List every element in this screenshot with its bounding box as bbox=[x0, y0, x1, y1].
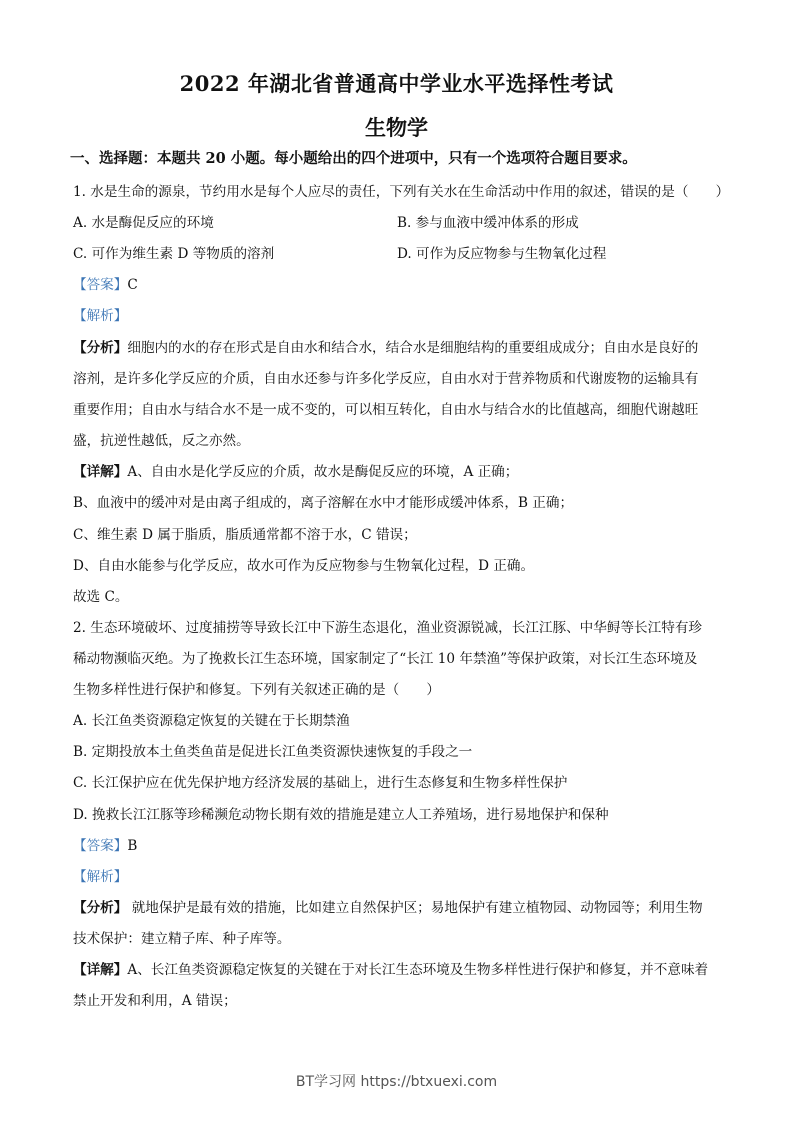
question-1-answer bbox=[73, 276, 138, 294]
answer-value: B bbox=[127, 838, 138, 854]
fenxi-label: 【分析】 bbox=[73, 900, 128, 916]
answer-label: 【答案】 bbox=[73, 838, 128, 854]
xiangjie-label: 【详解】 bbox=[73, 962, 128, 978]
question-1-option-b: B. 参与血液中缓冲体系的形成 bbox=[397, 215, 579, 231]
question-1-xiangjie-line-2: B、血液中的缓冲对是由离子组成的，离子溶解在水中才能形成缓冲体系，B 正确； bbox=[73, 495, 574, 511]
question-1-xiangjie-line-4: D、自由水能参与化学反应，故水可作为反应物参与生物氧化过程，D 正确。 bbox=[73, 558, 535, 574]
question-2-stem-line-1: 2. 生态环境破坏、过度捕捞等导致长江中下游生态退化，渔业资源锐减，长江江豚、中华鲟等长江特有珍 bbox=[73, 620, 703, 636]
exam-title: 2022 年湖北省普通高中学业水平选择性考试 bbox=[179, 71, 614, 96]
question-2-analysis-label bbox=[73, 868, 127, 886]
answer-label: 【答案】 bbox=[73, 277, 128, 293]
answer-value: C bbox=[127, 277, 138, 293]
xiangjie-text: A、长江鱼类资源稳定恢复的关键在于对长江生态环境及生物多样性进行保护和修复，并不意味着 bbox=[127, 962, 709, 978]
question-2-fenxi-line-2: 技术保护：建立精子库、种子库等。 bbox=[73, 931, 291, 947]
exam-subject: 生物学 bbox=[365, 115, 428, 140]
xiangjie-label: 【详解】 bbox=[73, 464, 128, 480]
fenxi-text: 细胞内的水的存在形式是自由水和结合水，结合水是细胞结构的重要组成成分；自由水是良好的 bbox=[127, 340, 699, 356]
fenxi-label: 【分析】 bbox=[73, 340, 128, 356]
question-1-stem: 1. 水是生命的源泉，节约用水是每个人应尽的责任，下列有关水在生命活动中作用的叙述，错误的是（ ） bbox=[73, 184, 730, 200]
question-1-fenxi-line-4: 盛，抗逆性越低，反之亦然。 bbox=[73, 433, 250, 449]
question-2-option-d: D. 挽救长江江豚等珍稀濒危动物长期有效的措施是建立人工养殖场，进行易地保护和保种 bbox=[73, 807, 609, 823]
question-1-xiangjie-line-1 bbox=[73, 463, 518, 481]
analysis-label: 【解析】 bbox=[73, 869, 128, 885]
question-1-option-c: C. 可作为维生素 D 等物质的溶剂 bbox=[73, 246, 275, 262]
question-1-analysis-label bbox=[73, 307, 127, 325]
question-2-option-b: B. 定期投放本土鱼类鱼苗是促进长江鱼类资源快速恢复的手段之一 bbox=[73, 744, 473, 760]
question-1-option-a: A. 水是酶促反应的环境 bbox=[73, 215, 214, 231]
question-1-conclusion: 故选 C。 bbox=[73, 589, 129, 605]
question-2-stem-line-3: 生物多样性进行保护和修复。下列有关叙述正确的是（ ） bbox=[73, 682, 441, 698]
fenxi-text: 就地保护是最有效的措施，比如建立自然保护区；易地保护有建立植物园、动物园等；利用生物 bbox=[127, 900, 703, 916]
question-2-xiangjie-line-1 bbox=[73, 961, 708, 979]
question-1-fenxi-line-1 bbox=[73, 339, 698, 357]
question-2-answer bbox=[73, 837, 137, 855]
question-2-option-a: A. 长江鱼类资源稳定恢复的关键在于长期禁渔 bbox=[73, 713, 350, 729]
question-1-fenxi-line-2: 溶剂，是许多化学反应的介质，自由水还参与许多化学反应，自由水对于营养物质和代谢废物的运输具有 bbox=[73, 371, 699, 387]
question-1-option-d: D. 可作为反应物参与生物氧化过程 bbox=[397, 246, 607, 262]
footer-watermark: BT学习网 https://btxuexi.com bbox=[295, 1074, 498, 1090]
question-2-xiangjie-line-2: 禁止开发和利用，A 错误； bbox=[73, 993, 237, 1009]
question-2-fenxi-line-1 bbox=[73, 899, 703, 917]
section-heading: 一、选择题：本题共 20 小题。每小题给出的四个进项中，只有一个选项符合题目要求。 bbox=[70, 150, 637, 167]
analysis-label: 【解析】 bbox=[73, 308, 128, 324]
xiangjie-text: A、自由水是化学反应的介质，故水是酶促反应的环境，A 正确； bbox=[127, 464, 519, 480]
question-2-stem-line-2: 稀动物濒临灭绝。为了挽救长江生态环境，国家制定了“长江 10 年禁渔”等保护政策，对长江生态环境及 bbox=[73, 651, 698, 667]
question-2-option-c: C. 长江保护应在优先保护地方经济发展的基础上，进行生态修复和生物多样性保护 bbox=[73, 775, 568, 791]
question-1-fenxi-line-3: 重要作用；自由水与结合水不是一成不变的，可以相互转化，自由水与结合水的比值越高，细胞代谢越旺 bbox=[73, 402, 699, 418]
question-1-xiangjie-line-3: C、维生素 D 属于脂质，脂质通常都不溶于水，C 错误； bbox=[73, 527, 417, 543]
